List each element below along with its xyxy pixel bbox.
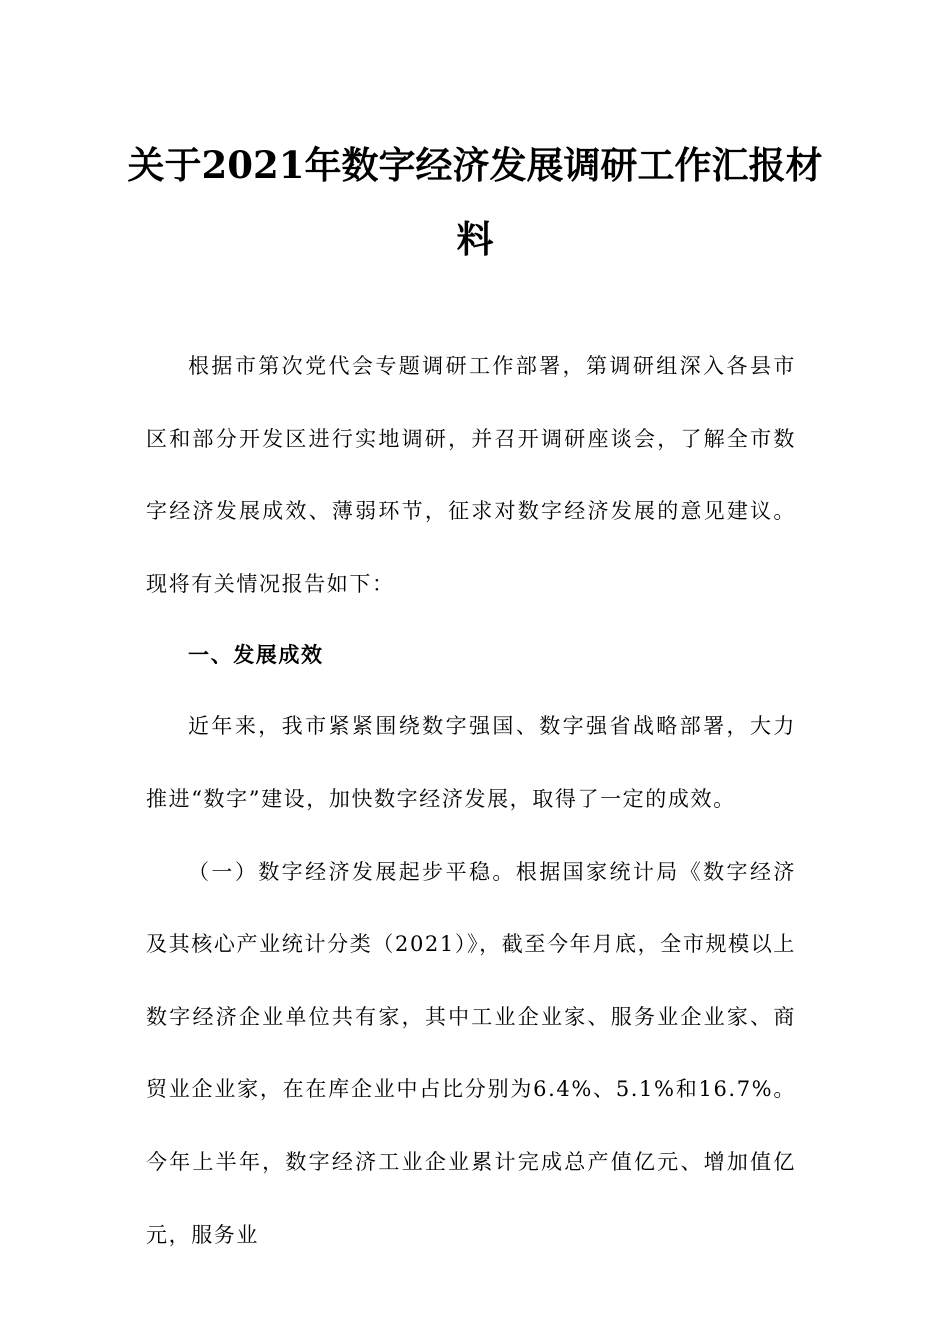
paragraph-intro: 根据市第次党代会专题调研工作部署，第调研组深入各县市区和部分开发区进行实地调研，并召开调研座谈会，了解全市数字经济发展成效、薄弱环节，征求对数字经济发展的意见建议。现将有关情况报告如下： [146,354,796,596]
section-heading: 一、发展成效 [188,642,324,668]
paragraph-overview: 近年来，我市紧紧围绕数字强国、数字强省战略部署，大力推进“数字”建设，加快数字经济发展，取得了一定的成效。 [146,714,796,811]
paragraph-subsection-1: （一）数字经济发展起步平稳。根据国家统计局《数字经济及其核心产业统计分类（2021）》，截至今年月底，全市规模以上数字经济企业单位共有家，其中工业企业家、服务业企业家、商贸业企业家，在在库企业中占比分别为6.4%、5.1%和16.7%。今年上半年，数字经济工业企业累计完成总产值亿元、增加值亿元，服务业 [146,859,796,1247]
document-body [146,330,796,1271]
document-title: 关于2021年数字经济发展调研工作汇报材料 [127,143,823,261]
